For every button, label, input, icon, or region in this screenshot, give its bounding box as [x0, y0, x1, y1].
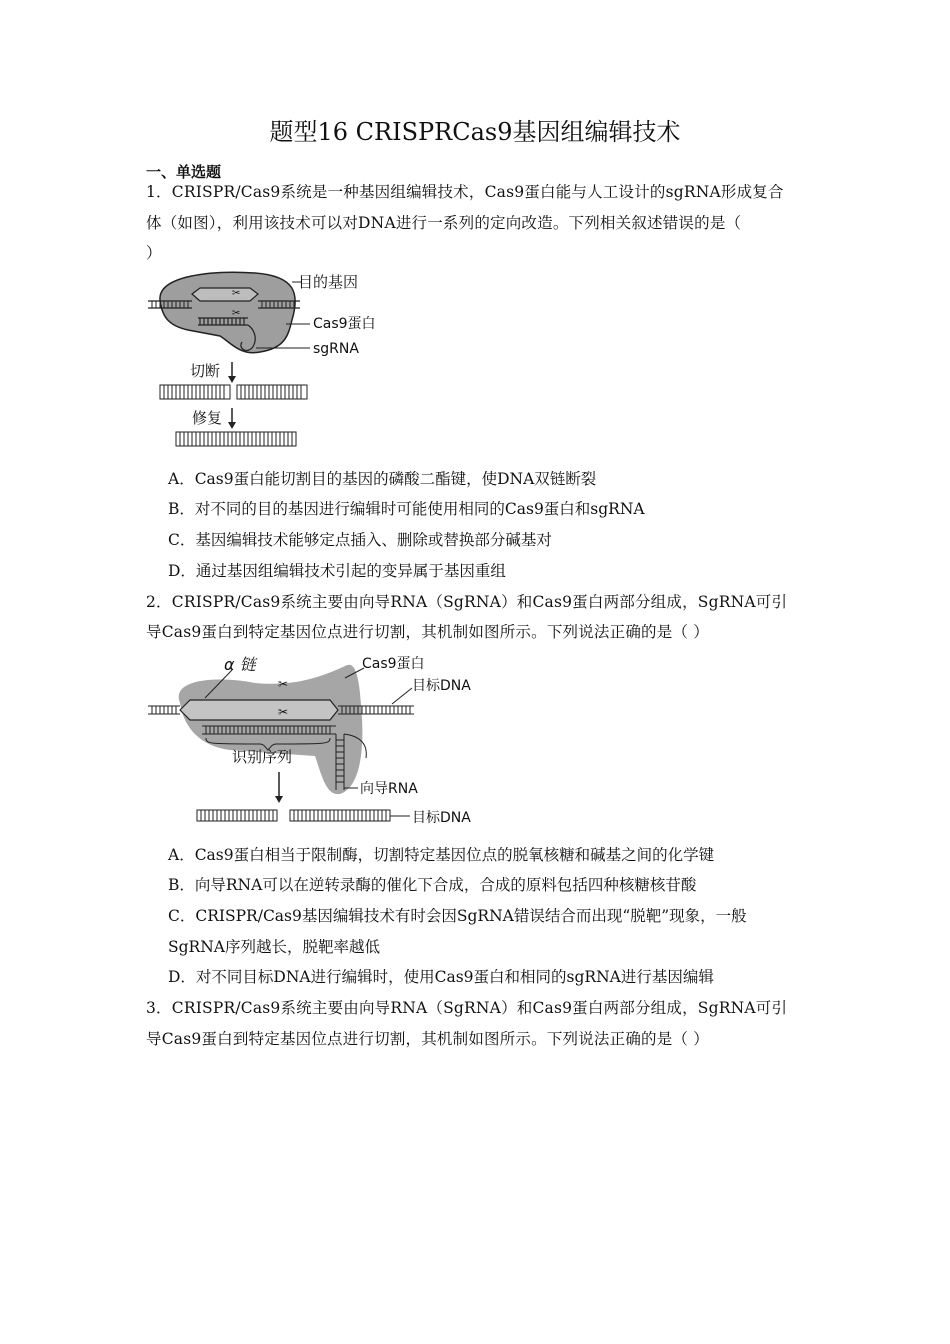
label-cas9: Cas9蛋白 — [313, 316, 376, 332]
q1-option-c[interactable]: C．基因编辑技术能够定点插入、删除或替换部分碱基对 — [168, 531, 552, 549]
section-heading: 一、单选题 — [146, 163, 222, 181]
q1-stem-line2: 体（如图），利用该技术可以对DNA进行一系列的定向改造。下列相关叙述错误的是（ — [146, 214, 742, 232]
q2-stem-line1: 2．CRISPR/Cas9系统主要由向导RNA（SgRNA）和Cas9蛋白两部分组成，SgRNA可引 — [146, 593, 788, 611]
svg-text:✂: ✂ — [232, 308, 241, 319]
q1-option-a[interactable]: A．Cas9蛋白能切割目的基因的磷酸二酯键，使DNA双链断裂 — [168, 470, 597, 488]
q3-stem-line2: 导Cas9蛋白到特定基因位点进行切割，其机制如图所示。下列说法正确的是（ ） — [146, 1030, 709, 1048]
label-sgrna: sgRNA — [313, 341, 359, 357]
q2-stem-line2: 导Cas9蛋白到特定基因位点进行切割，其机制如图所示。下列说法正确的是（ ） — [146, 623, 709, 641]
label-target-gene: 目的基因 — [298, 273, 359, 291]
label-guide-rna: 向导RNA — [360, 781, 418, 797]
q2-option-c[interactable]: C．CRISPR/Cas9基因编辑技术有时会因SgRNA错误结合而出现“脱靶”现象，一般 — [168, 907, 747, 925]
label-alpha-chain: α 链 — [224, 655, 256, 674]
label-target-dna: 目标DNA — [412, 678, 471, 694]
label-cas9-2: Cas9蛋白 — [362, 656, 425, 672]
q2-option-a[interactable]: A．Cas9蛋白相当于限制酶，切割特定基因位点的脱氧核糖和碱基之间的化学键 — [168, 846, 715, 864]
q1-option-d[interactable]: D．通过基因组编辑技术引起的变异属于基因重组 — [168, 562, 506, 580]
label-repair: 修复 — [192, 409, 223, 427]
page-title: 题型16 CRISPRCas9基因组编辑技术 — [269, 118, 681, 146]
q1-option-b[interactable]: B．对不同的目的基因进行编辑时可能使用相同的Cas9蛋白和sgRNA — [168, 500, 645, 518]
q1-stem-line3: ） — [146, 244, 162, 262]
label-target-dna-2: 目标DNA — [412, 810, 471, 826]
q1-stem-line1: 1．CRISPR/Cas9系统是一种基因组编辑技术，Cas9蛋白能与人工设计的sgRNA形成复合 — [146, 183, 784, 201]
q3-stem-line1: 3．CRISPR/Cas9系统主要由向导RNA（SgRNA）和Cas9蛋白两部分组成，SgRNA可引 — [146, 999, 788, 1017]
svg-text:✂: ✂ — [278, 705, 289, 719]
svg-text:✂: ✂ — [232, 288, 241, 299]
q2-figure — [140, 648, 490, 833]
q2-option-b[interactable]: B．向导RNA可以在逆转录酶的催化下合成，合成的原料包括四种核糖核苷酸 — [168, 876, 697, 894]
label-recognition: 识别序列 — [232, 748, 293, 766]
q1-figure — [140, 268, 400, 453]
svg-text:✂: ✂ — [278, 677, 289, 691]
q2-option-c-continued: SgRNA序列越长，脱靶率越低 — [168, 938, 380, 956]
cas9-protein-blob — [160, 272, 295, 352]
q2-option-d[interactable]: D．对不同目标DNA进行编辑时，使用Cas9蛋白和相同的sgRNA进行基因编辑 — [168, 968, 714, 986]
label-cut: 切断 — [190, 362, 221, 380]
